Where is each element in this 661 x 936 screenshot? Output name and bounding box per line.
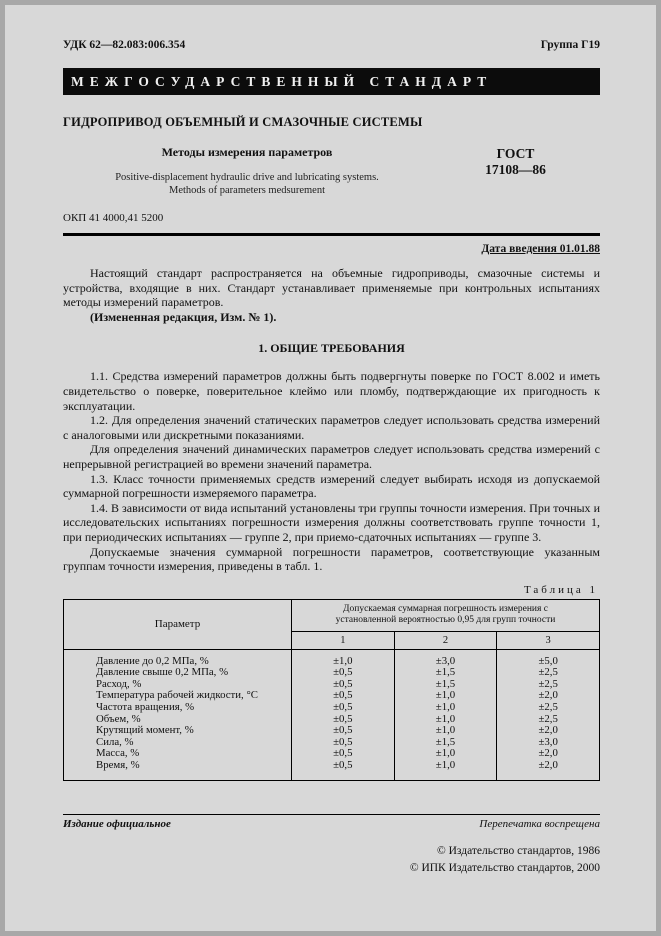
param-name-cell: Давление до 0,2 МПа, %	[96, 654, 209, 667]
param-name-cell: Частота вращения, %	[96, 701, 195, 714]
standard-type-banner: МЕЖГОСУДАРСТВЕННЫЙ СТАНДАРТ	[63, 68, 600, 95]
value-cell: ±0,5	[292, 667, 395, 679]
table-row	[64, 725, 600, 737]
udk-code: УДК 62—82.083:006.354	[63, 39, 186, 51]
param-name-cell: Давление свыше 0,2 МПа, %	[96, 666, 229, 679]
table-row	[64, 737, 600, 749]
page-content	[5, 5, 656, 931]
paragraph-table-ref: Допускаемые значения суммарной погрешности параметров, соответствующие указанным группам точности измерения, приведены в табл. 1.	[63, 544, 600, 574]
value-cell: ±2,5	[497, 667, 600, 679]
param-name-cell: Время, %	[96, 759, 140, 772]
amendment-note: (Измененная редакция, Изм. № 1).	[90, 309, 277, 324]
copyright-line-1986: © Издательство стандартов, 1986	[436, 845, 600, 858]
intro-paragraph: Настоящий стандарт распространяется на объемные гидроприводы, смазочные системы и устройства, входящие в них. Стандарт устанавливает применяемые при контрольных испытаниях методы измерений параметров.	[63, 266, 600, 310]
value-cell: ±1,0	[394, 690, 497, 702]
value-cell: ±2,0	[497, 748, 600, 760]
value-cell: ±1,0	[394, 748, 497, 760]
table-row	[64, 748, 600, 760]
okp-code: ОКП 41 4000,41 5200	[63, 212, 164, 224]
english-title-line2: Methods of parameters medsurement	[169, 185, 325, 196]
effective-date: Дата введения 01.01.88	[481, 243, 600, 255]
paragraph-1-4: 1.4. В зависимости от вида испытаний установлены три группы точности измерения. При точных и исследовательских испытаниях погрешности измерения должны соответствовать группе точности 1, при периодических испытаниях — группе 2, при приемо-сдаточных испытаниях — группе 3.	[63, 500, 600, 544]
value-cell: ±2,0	[497, 760, 600, 780]
value-cell: ±0,5	[292, 690, 395, 702]
footer-divider	[63, 814, 600, 816]
reprint-note: Перепечатка воспрещена	[479, 818, 600, 831]
gost-word: ГОСТ	[496, 146, 535, 161]
group-code: Группа Г19	[540, 39, 600, 51]
value-cell: ±0,5	[292, 737, 395, 749]
value-cell: ±0,5	[292, 748, 395, 760]
top-reference-line	[63, 39, 600, 51]
col-header-group-1: 1	[292, 631, 395, 649]
value-cell: ±2,0	[497, 690, 600, 702]
value-cell: ±3,0	[394, 649, 497, 667]
value-cell: ±1,0	[292, 649, 395, 667]
paragraph-1-3: 1.3. Класс точности применяемых средств измерений следует выбирать исходя из допускаемой суммарной погрешности измеряемого параметра.	[63, 471, 600, 501]
value-cell: ±1,0	[394, 725, 497, 737]
value-cell: ±2,5	[497, 702, 600, 714]
copyright-line-2000: © ИПК Издательство стандартов, 2000	[409, 861, 600, 874]
param-name-cell: Расход, %	[96, 677, 142, 690]
col-header-accuracy: Допускаемая суммарная погрешность измерения с установленной вероятностью 0,95 для групп точности	[292, 599, 600, 631]
table-body	[64, 649, 600, 780]
table-caption: Таблица 1	[523, 583, 598, 596]
gost-number: 17108—86	[485, 162, 546, 177]
english-title-line1: Positive-displacement hydraulic drive and lubricating systems.	[115, 172, 379, 183]
edition-note: Издание официальное	[63, 818, 171, 831]
param-name-cell: Крутящий момент, %	[96, 724, 194, 737]
footer-line	[63, 818, 600, 830]
value-cell: ±0,5	[292, 679, 395, 691]
copyright-block	[63, 843, 600, 876]
col-header-group-2: 2	[394, 631, 497, 649]
table-row	[64, 667, 600, 679]
paragraph-1-2: 1.2. Для определения значений статических параметров следует использовать средства измерений с аналоговыми или дискретными показаниями.	[63, 413, 600, 442]
value-cell: ±0,5	[292, 725, 395, 737]
value-cell: ±1,5	[394, 737, 497, 749]
value-cell: ±0,5	[292, 714, 395, 726]
table-row	[64, 702, 600, 714]
value-cell: ±1,0	[394, 760, 497, 780]
value-cell: ±2,5	[497, 714, 600, 726]
effective-date-line	[63, 243, 600, 255]
document-subtitle: Методы измерения параметров	[161, 145, 333, 159]
table-row	[64, 649, 600, 667]
value-cell: ±1,0	[394, 702, 497, 714]
section-heading: 1. ОБЩИЕ ТРЕБОВАНИЯ	[258, 341, 405, 356]
value-cell: ±0,5	[292, 760, 395, 780]
param-name-cell: Масса, %	[96, 747, 140, 760]
param-name-cell: Объем, %	[96, 712, 141, 725]
value-cell: ±3,0	[497, 737, 600, 749]
value-cell: ±2,5	[497, 679, 600, 691]
table-row	[64, 760, 600, 780]
subtitle-block	[63, 145, 431, 197]
value-cell: ±1,5	[394, 679, 497, 691]
paragraph-1-1: 1.1. Средства измерений параметров должны быть подвергнуты поверке по ГОСТ 8.002 и иметь свидетельство о поверке, поверительное клеймо или пломбу, подтверждающие их пригодность к эксплуатации.	[63, 369, 600, 413]
intro-block	[63, 266, 600, 324]
gost-designation	[431, 145, 600, 197]
table-header	[64, 599, 600, 649]
col-header-group-3: 3	[497, 631, 600, 649]
parameters-table	[63, 599, 600, 781]
value-cell: ±2,0	[497, 725, 600, 737]
param-name-cell: Температура рабочей жидкости, °С	[96, 689, 258, 702]
col-header-parameter: Параметр	[64, 599, 292, 649]
subtitle-row	[63, 145, 600, 197]
value-cell: ±1,5	[394, 667, 497, 679]
value-cell: ±1,0	[394, 714, 497, 726]
value-cell: ±5,0	[497, 649, 600, 667]
value-cell: ±0,5	[292, 702, 395, 714]
param-name-cell: Сила, %	[96, 735, 134, 748]
paragraph-1-2-cont: Для определения значений динамических параметров следует использовать средства измерений с непрерывной регистрацией во времени значений параметра.	[63, 442, 600, 471]
header-divider	[63, 233, 600, 236]
document-title: ГИДРОПРИВОД ОБЪЕМНЫЙ И СМАЗОЧНЫЕ СИСТЕМЫ	[63, 115, 423, 129]
